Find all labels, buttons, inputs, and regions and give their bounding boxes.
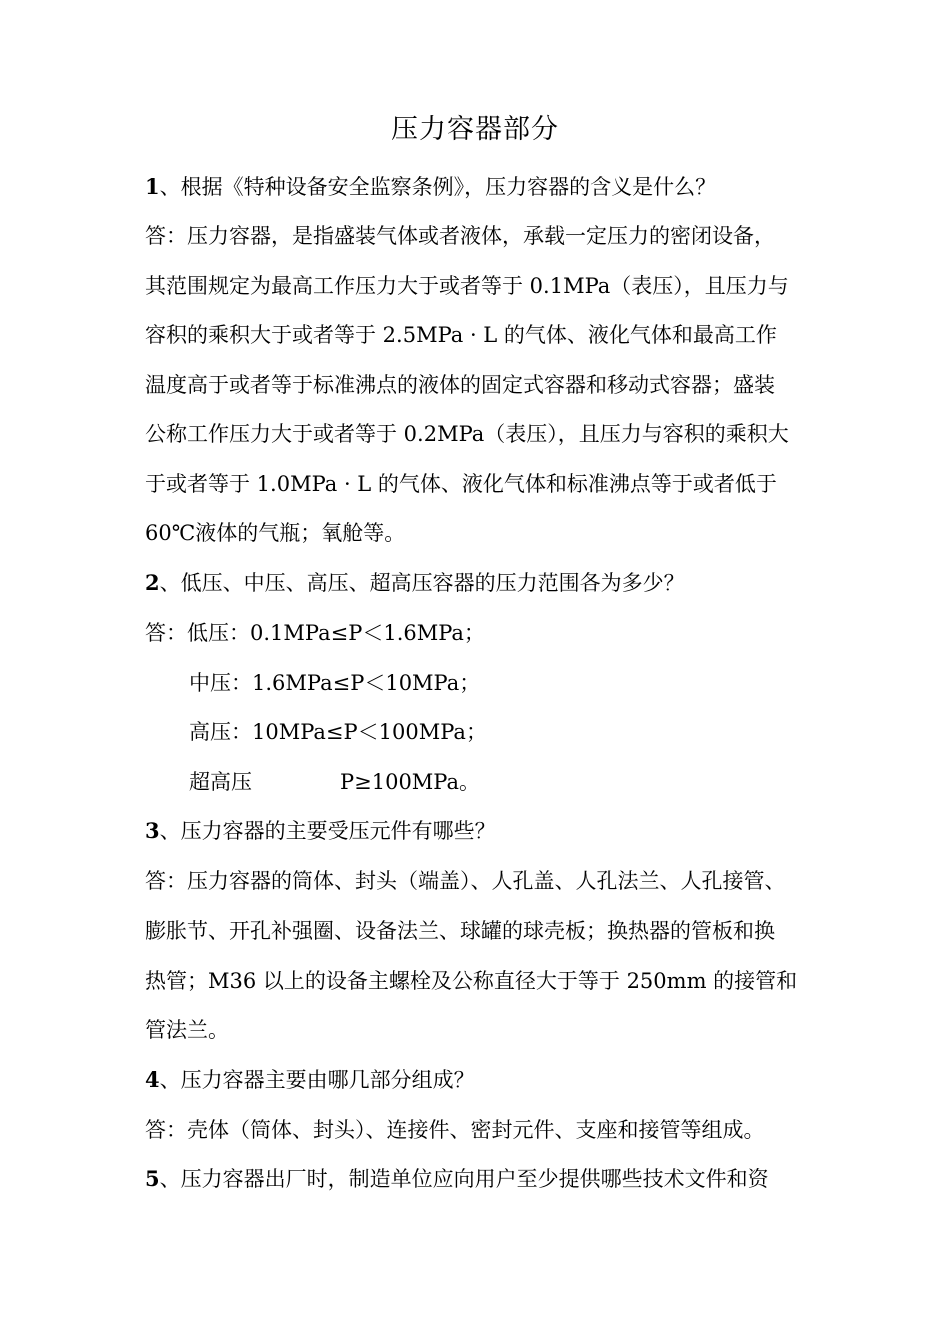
answer-line: 容积的乘积大于或者等于 2.5MPa · L 的气体、液化气体和最高工作 (145, 323, 777, 347)
pressure-label: 超高压 (189, 770, 252, 794)
question-number: 2 (145, 570, 160, 595)
answer-line: 中压：1.6MPa≤P＜10MPa； (189, 671, 481, 695)
question-number: 5 (145, 1166, 160, 1191)
question-3 (145, 816, 815, 846)
answer-line: 温度高于或者等于标准沸点的液体的固定式容器和移动式容器；盛装 (145, 373, 775, 397)
question-1 (145, 172, 815, 202)
answer-line: 答：压力容器的筒体、封头（端盖）、人孔盖、人孔法兰、人孔接管、 (145, 869, 786, 893)
question-text: 、压力容器出厂时，制造单位应向用户至少提供哪些技术文件和资 (159, 1167, 769, 1191)
answer-line: 答：壳体（筒体、封头）、连接件、密封元件、支座和接管等组成。 (145, 1118, 765, 1142)
answer-line: 公称工作压力大于或者等于 0.2MPa（表压），且压力与容积的乘积大 (145, 422, 789, 446)
answer-line: 高压：10MPa≤P＜100MPa； (189, 720, 487, 744)
question-number: 1 (145, 174, 160, 199)
answer-line: 管法兰。 (145, 1018, 229, 1042)
question-text: 、低压、中压、高压、超高压容器的压力范围各为多少？ (159, 571, 685, 595)
question-number: 4 (145, 1067, 160, 1092)
answer-line: 其范围规定为最高工作压力大于或者等于 0.1MPa（表压），且压力与 (145, 274, 789, 298)
answer-line: 答：低压：0.1MPa≤P＜1.6MPa； (145, 621, 485, 645)
answer-line (189, 767, 859, 797)
page-title: 压力容器部分 (391, 114, 559, 145)
question-4 (145, 1065, 815, 1095)
answer-line: 60℃液体的气瓶；氧舱等。 (145, 521, 406, 545)
answer-line: 于或者等于 1.0MPa · L 的气体、液化气体和标准沸点等于或者低于 (145, 472, 777, 496)
question-number: 3 (145, 818, 160, 843)
pressure-value: P≥100MPa。 (340, 770, 481, 794)
answer-line: 热管；M36 以上的设备主螺栓及公称直径大于等于 250mm 的接管和 (145, 969, 798, 993)
question-2 (145, 568, 815, 598)
answer-line: 答：压力容器，是指盛装气体或者液体，承载一定压力的密闭设备， (145, 224, 775, 248)
question-text: 、根据《特种设备安全监察条例》，压力容器的含义是什么？ (159, 175, 717, 199)
question-text: 、压力容器主要由哪几部分组成？ (159, 1068, 475, 1092)
question-text: 、压力容器的主要受压元件有哪些？ (159, 819, 496, 843)
answer-line: 膨胀节、开孔补强圈、设备法兰、球罐的球壳板；换热器的管板和换 (145, 919, 775, 943)
question-5 (145, 1164, 815, 1194)
